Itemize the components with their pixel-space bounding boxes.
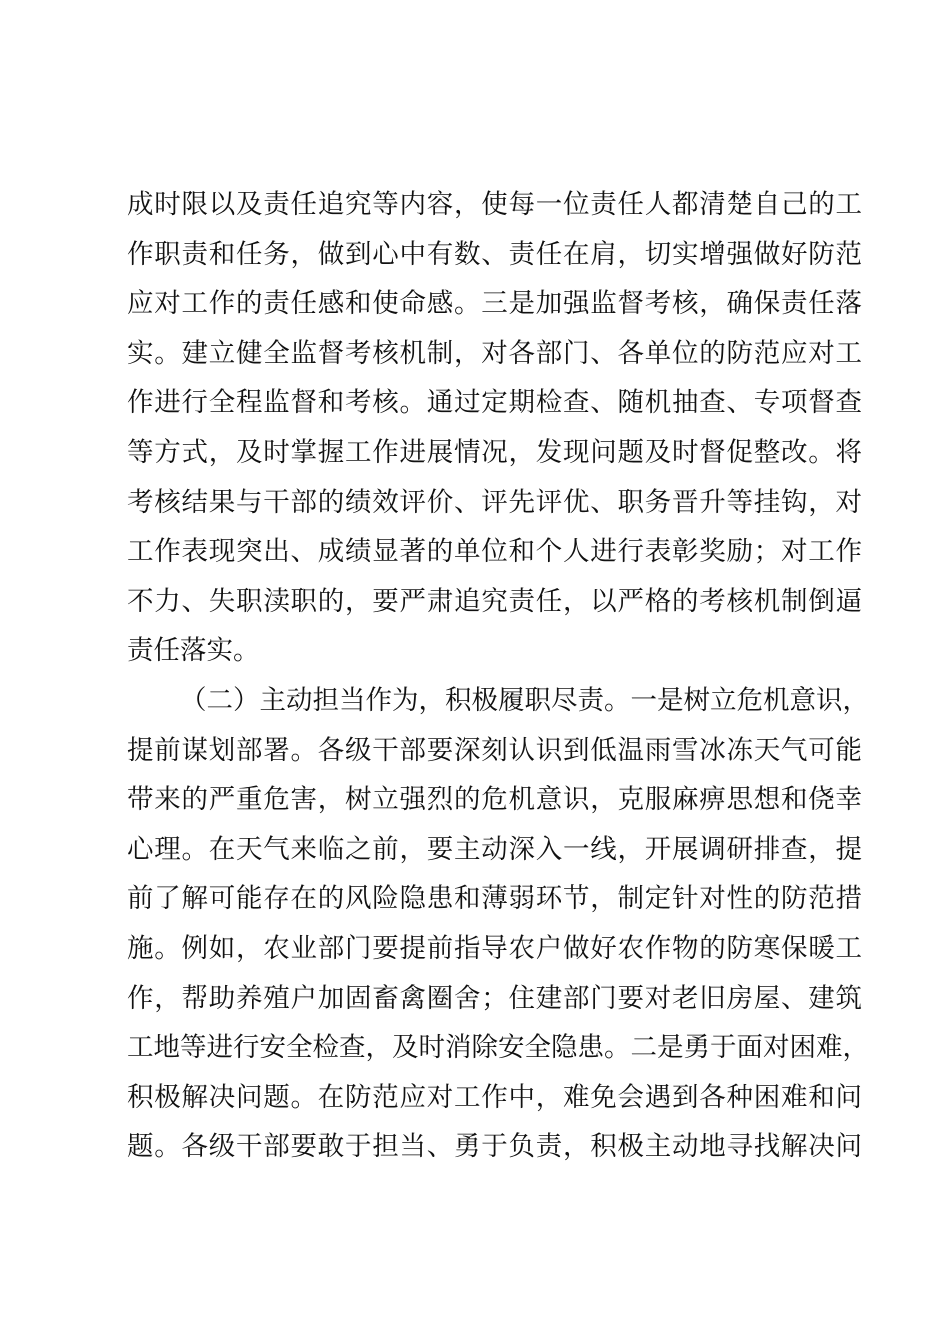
- text-line: 带来的严重危害，树立强烈的危机意识，克服麻痹思想和侥幸: [127, 784, 862, 816]
- text-line: 施。例如，农业部门要提前指导农户做好农作物的防寒保暖工: [127, 932, 862, 964]
- text-line: 作，帮助养殖户加固畜禽圈舍；住建部门要对老旧房屋、建筑: [127, 982, 862, 1014]
- text-line: 工作表现突出、成绩显著的单位和个人进行表彰奖励；对工作: [127, 536, 862, 568]
- text-line: 前了解可能存在的风险隐患和薄弱环节，制定针对性的防范措: [127, 883, 862, 915]
- section-heading-line: （二）主动担当作为，积极履职尽责。一是树立危机意识，: [180, 684, 869, 716]
- text-line: 责任落实。: [127, 635, 260, 667]
- text-line: 实。建立健全监督考核机制，对各部门、各单位的防范应对工: [127, 337, 862, 369]
- body-text: [127, 180, 869, 1172]
- text-line: 题。各级干部要敢于担当、勇于负责，积极主动地寻找解决问: [127, 1131, 862, 1163]
- text-line: 心理。在天气来临之前，要主动深入一线，开展调研排查，提: [127, 833, 862, 865]
- text-line: 工地等进行安全检查，及时消除安全隐患。二是勇于面对困难，: [127, 1032, 869, 1064]
- text-line: 作职责和任务，做到心中有数、责任在肩，切实增强做好防范: [127, 238, 862, 270]
- text-line: 积极解决问题。在防范应对工作中，难免会遇到各种困难和问: [127, 1081, 862, 1113]
- text-line: 等方式，及时掌握工作进展情况，发现问题及时督促整改。将: [127, 436, 862, 468]
- text-line: 成时限以及责任追究等内容，使每一位责任人都清楚自己的工: [127, 189, 862, 220]
- text-line: 应对工作的责任感和使命感。三是加强监督考核，确保责任落: [127, 288, 862, 320]
- text-line: 提前谋划部署。各级干部要深刻认识到低温雨雪冰冻天气可能: [127, 734, 862, 766]
- text-line: 不力、失职渎职的，要严肃追究责任，以严格的考核机制倒逼: [127, 585, 862, 617]
- text-line: 作进行全程监督和考核。通过定期检查、随机抽查、专项督查: [127, 387, 862, 419]
- text-line: 考核结果与干部的绩效评价、评先评优、职务晋升等挂钩，对: [127, 486, 862, 518]
